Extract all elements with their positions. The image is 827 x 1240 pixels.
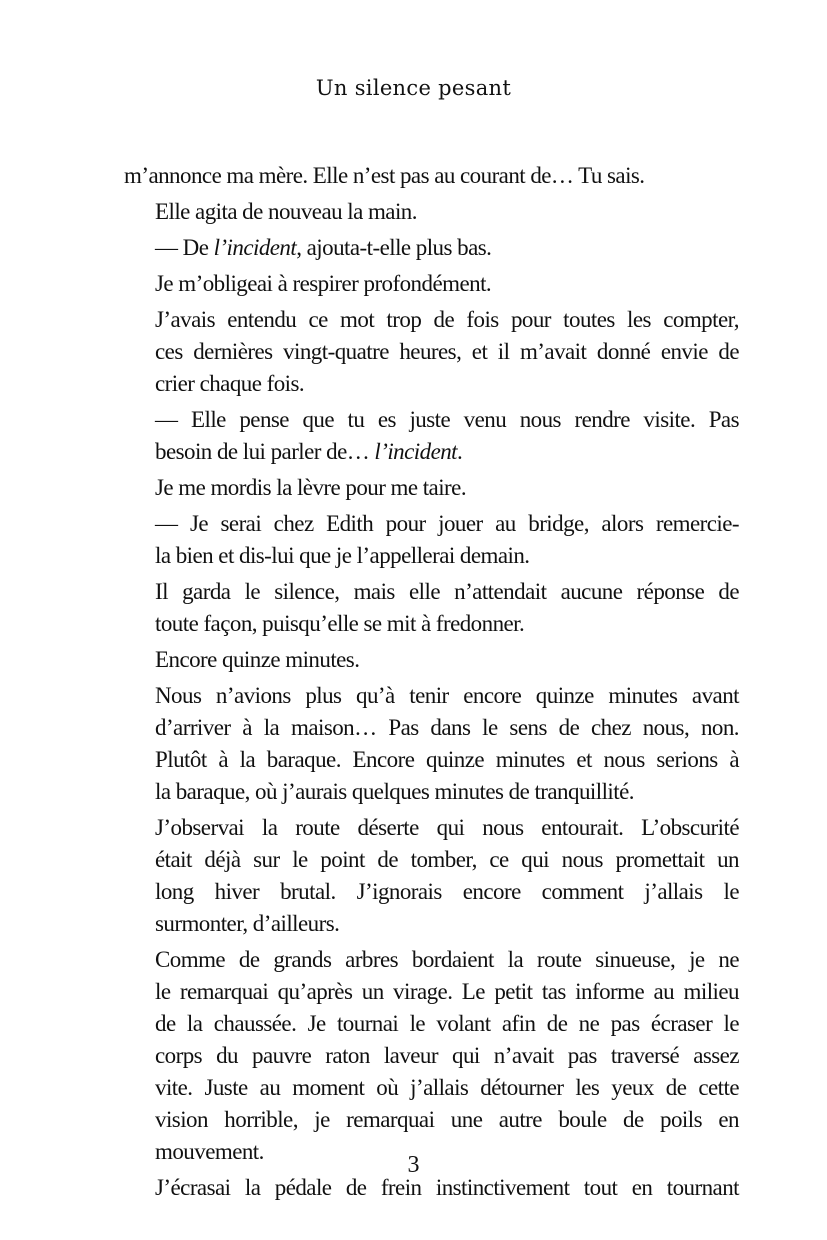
text-line: toute façon, puisqu’elle se mit à fredonner. [155, 611, 525, 636]
text-line: — Elle pense que tu es juste venu nous rendre visite. Pas [155, 407, 739, 432]
text-line: corps du pauvre raton laveur qui n’avait pas traversé assez [155, 1043, 739, 1068]
paragraph [124, 160, 739, 192]
text-line: le remarquai qu’après un virage. Le petit tas informe au milieu [155, 979, 739, 1004]
text-line: — Je serai chez Edith pour jouer au bridge, alors remercie- [155, 511, 739, 536]
paragraph [124, 404, 739, 468]
paragraph [124, 680, 739, 808]
text-line: la bien et dis-lui que je l’appellerai demain. [155, 543, 530, 568]
text-fragment: — De [155, 235, 214, 260]
text-line: m’annonce ma mère. Elle n’est pas au courant de… Tu sais. [124, 163, 645, 188]
paragraph [124, 576, 739, 640]
paragraph [124, 268, 739, 300]
paragraph [124, 508, 739, 572]
text-line: vite. Juste au moment où j’allais détourner les yeux de cette [155, 1075, 739, 1100]
text-line: Elle agita de nouveau la main. [155, 199, 417, 224]
text-line: vision horrible, je remarquai une autre boule de poils en [155, 1107, 739, 1132]
text-fragment: besoin de lui parler de… [155, 439, 375, 464]
text-line: Plutôt à la baraque. Encore quinze minutes et nous serions à [155, 747, 739, 772]
text-line: long hiver brutal. J’ignorais encore comment j’allais le [155, 879, 739, 904]
text-line: de la chaussée. Je tournai le volant afin de ne pas écraser le [155, 1011, 739, 1036]
italic-term: l’incident [374, 439, 458, 464]
body-text [124, 160, 739, 1208]
paragraph [124, 232, 739, 264]
text-line: surmonter, d’ailleurs. [155, 911, 340, 936]
page-number: 3 [407, 1152, 420, 1178]
text-line: ces dernières vingt-quatre heures, et il m’avait donné envie de [155, 339, 739, 364]
paragraph [124, 812, 739, 940]
text-line [124, 436, 739, 468]
text-line: crier chaque fois. [155, 371, 305, 396]
text-line: Nous n’avions plus qu’à tenir encore quinze minutes avant [155, 683, 739, 708]
paragraph [124, 944, 739, 1168]
text-line: Je me mordis la lèvre pour me taire. [155, 475, 467, 500]
italic-term: l’incident [213, 235, 297, 260]
text-line: mouvement. [155, 1139, 264, 1164]
paragraph [124, 472, 739, 504]
text-line: la baraque, où j’aurais quelques minutes de tranquillité. [155, 779, 634, 804]
text-line: J’écrasai la pédale de frein instinctivement tout en tournant [155, 1175, 739, 1200]
paragraph [124, 196, 739, 228]
text-line: Comme de grands arbres bordaient la route sinueuse, je ne [155, 947, 739, 972]
text-line: J’avais entendu ce mot trop de fois pour toutes les compter, [155, 307, 739, 332]
text-fragment: . [457, 439, 463, 464]
text-fragment: , ajouta-t-elle plus bas. [296, 235, 492, 260]
text-line: Il garda le silence, mais elle n’attendait aucune réponse de [155, 579, 739, 604]
text-line: Encore quinze minutes. [155, 647, 360, 672]
text-line [124, 232, 739, 264]
paragraph [124, 304, 739, 400]
text-line: était déjà sur le point de tomber, ce qui nous promettait un [155, 847, 739, 872]
text-line: Je m’obligeai à respirer profondément. [155, 271, 492, 296]
text-line: d’arriver à la maison… Pas dans le sens de chez nous, non. [155, 715, 739, 740]
paragraph [124, 644, 739, 676]
text-line: J’observai la route déserte qui nous entourait. L’obscurité [155, 815, 739, 840]
running-title: Un silence pesant [315, 76, 512, 100]
